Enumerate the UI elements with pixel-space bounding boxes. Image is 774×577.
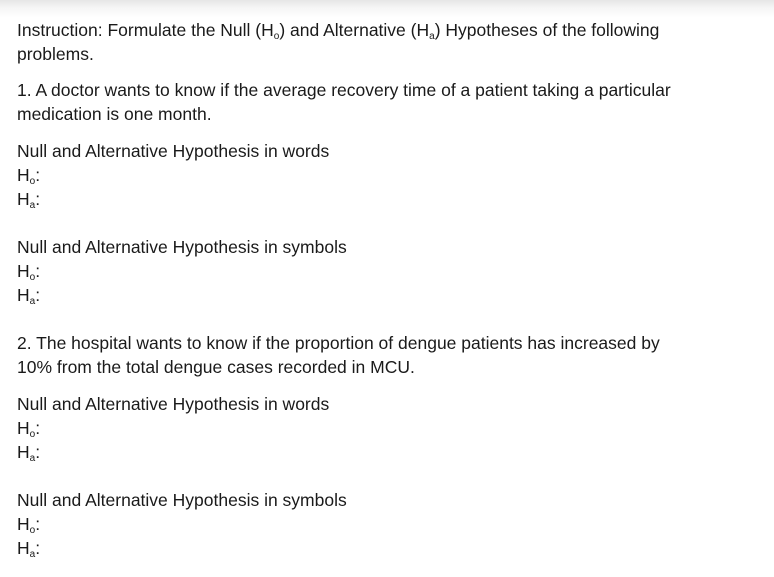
problem-2-symbols-alt-line: $H_a$: (17, 538, 41, 560)
document-body (17, 18, 762, 560)
problem-1-statement (17, 78, 762, 126)
problem-1-words-heading: Null and Alternative Hypothesis in words (17, 141, 330, 161)
problem-2-line2: 10% from the total dengue cases recorded in MCU. (17, 357, 415, 377)
problem-1-line1: 1. A doctor wants to know if the average recovery time of a patient taking a particular (17, 80, 671, 100)
problem-1-words-null-line: $H_o$: (17, 165, 41, 187)
problem-2-symbols-heading: Null and Alternative Hypothesis in symbols (17, 490, 347, 510)
null-subscript: o (273, 31, 280, 42)
problem-2-statement (17, 331, 762, 379)
instruction-prefix: Instruction: Formulate the Null (H (17, 20, 274, 40)
instruction-suffix-line2: problems. (17, 44, 94, 64)
problem-2-line1: 2. The hospital wants to know if the proportion of dengue patients has increased by (17, 333, 660, 353)
problem-1-words-alt-line: $H_a$: (17, 189, 41, 211)
instruction-text (17, 18, 762, 66)
instruction-middle: ) and Alternative (H (279, 20, 430, 40)
problem-1-symbols-heading: Null and Alternative Hypothesis in symbols (17, 237, 347, 257)
alt-subscript: a (429, 31, 435, 42)
instruction-suffix-line1: ) Hypotheses of the following (434, 20, 660, 40)
problem-1-symbols-null-line: $H_o$: (17, 261, 41, 283)
problem-2-words-heading: Null and Alternative Hypothesis in words (17, 394, 330, 414)
top-shadow (0, 0, 774, 18)
problem-2-words-null-line: $H_o$: (17, 418, 41, 440)
problem-1-symbols-alt-line: $H_a$: (17, 285, 41, 307)
problem-2-words-alt-line: $H_a$: (17, 442, 41, 464)
problem-1-line2: medication is one month. (17, 104, 212, 124)
problem-2-symbols-null-line: $H_o$: (17, 514, 41, 536)
